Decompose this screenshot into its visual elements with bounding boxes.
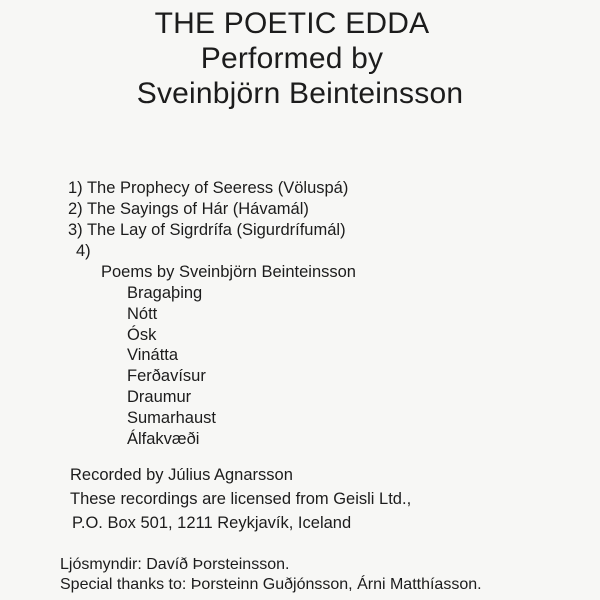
album-title: THE POETIC EDDA <box>154 7 430 40</box>
special-thanks: Special thanks to: Þorsteinn Guðjónsson, Árni Matthíasson. <box>60 576 482 593</box>
poem-item: Draumur <box>127 387 192 406</box>
address-text: P.O. Box 501, 1211 Reykjavík, Iceland <box>72 514 352 532</box>
license-text: These recordings are licensed from Geisli Ltd., <box>70 490 412 508</box>
recording-credits <box>70 463 411 535</box>
poem-item: Ferðavísur <box>127 367 206 386</box>
poem-list <box>127 283 216 449</box>
track-item: 2) The Sayings of Hár (Hávamál) <box>68 200 309 218</box>
poem-item: Vinátta <box>127 346 179 365</box>
poem-item: Bragaþing <box>127 284 203 302</box>
performed-by-label: Performed by <box>200 42 384 75</box>
poem-item: Nótt <box>127 304 158 323</box>
poem-item: Ósk <box>127 325 157 344</box>
performer-name: Sveinbjörn Beinteinsson <box>136 77 464 110</box>
track-item: 3) The Lay of Sigrdrífa (Sigurdrífumál) <box>68 221 346 239</box>
track-item: 1) The Prophecy of Seeress (Völuspá) <box>68 179 349 197</box>
title-block <box>0 6 600 111</box>
footer-credits <box>60 555 482 595</box>
poem-item: Sumarhaust <box>127 408 216 427</box>
recorded-by-text: Recorded by Július Agnarsson <box>70 466 293 484</box>
track-4-number: 4) <box>76 242 91 260</box>
photo-credit: Ljósmyndir: Davíð Þorsteinsson. <box>60 556 290 573</box>
track-list <box>68 178 348 241</box>
poem-item: Álfakvæði <box>127 429 200 448</box>
poems-heading: Poems by Sveinbjörn Beinteinsson <box>101 263 356 281</box>
